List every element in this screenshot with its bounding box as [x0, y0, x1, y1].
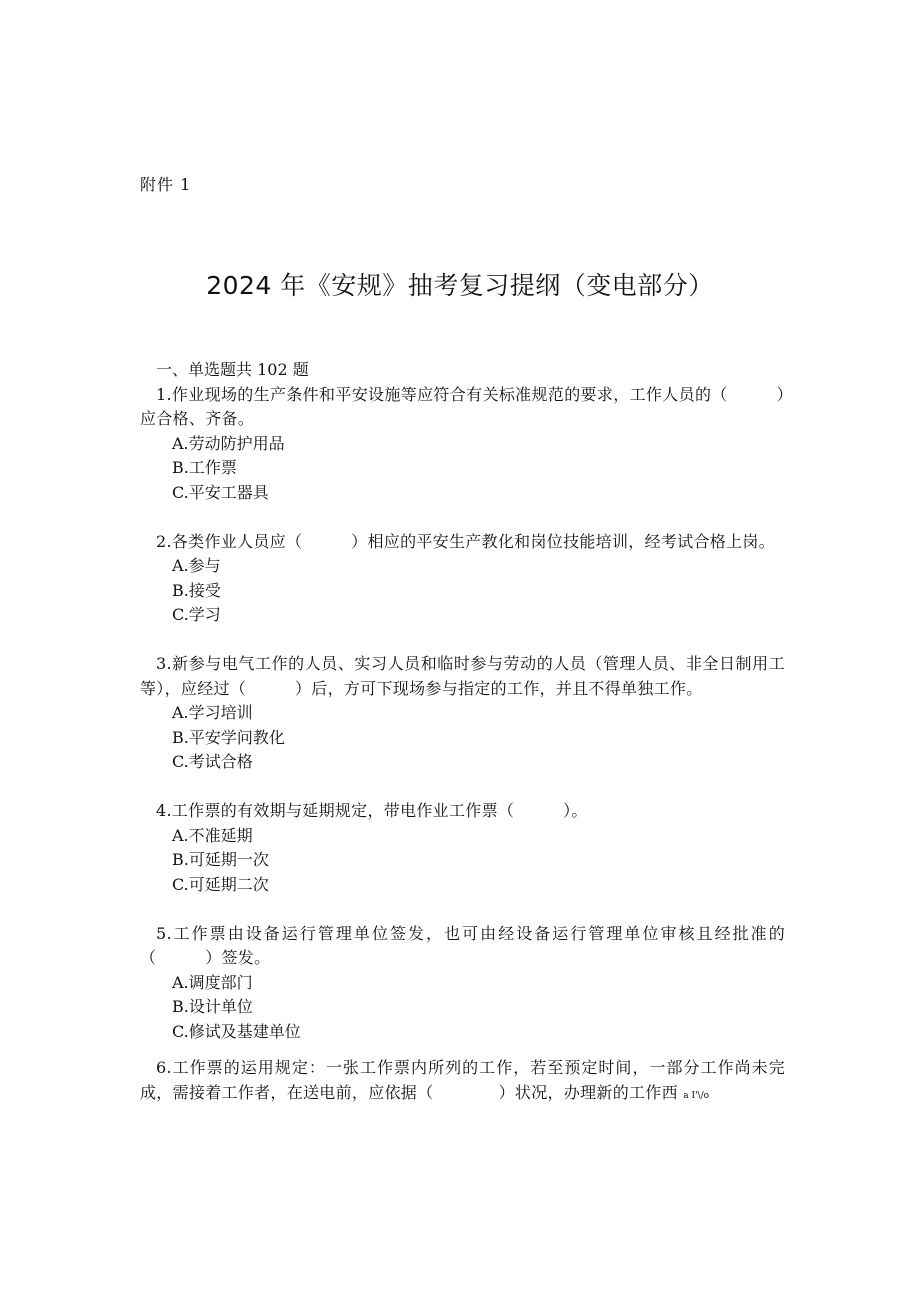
option-a: A.参与: [172, 556, 221, 575]
option-b: B.工作票: [172, 458, 237, 477]
option-b: B.可延期一次: [172, 850, 269, 869]
option-b: B.设计单位: [172, 997, 253, 1016]
spacer: [140, 897, 785, 922]
option-b: B.接受: [172, 580, 221, 600]
question-stem: [140, 1056, 785, 1108]
question-2: [140, 530, 785, 628]
question-6: [140, 1056, 785, 1108]
option-a: A.不准延期: [172, 825, 253, 845]
section-heading: 一、单选题共 102 题: [156, 360, 309, 379]
page-title: 2024 年《安规》抽考复习提纲（变电部分）: [206, 271, 714, 300]
question-stem: 5.工作票由设备运行管理单位签发，也可由经设备运行管理单位审核且经批准的（ ）签发。: [140, 923, 785, 967]
question-stem-text: 6.工作票的运用规定：一张工作票内所列的工作，若至预定时间，一部分工作尚未完成，需接着工作者，在送电前，应依据（ ）状况，办理新的工作西: [140, 1058, 785, 1102]
option-b: B.平安学问教化: [172, 727, 285, 747]
page-mark: a I'\/o: [683, 1090, 710, 1101]
option-a: A.劳动防护用品: [172, 433, 285, 453]
option-c: C.可延期二次: [172, 874, 269, 894]
attachment-label: 附件 1: [140, 175, 192, 194]
question-4: [140, 799, 785, 897]
spacer: [140, 505, 785, 530]
question-3: [140, 652, 785, 775]
question-stem: 1.作业现场的生产条件和平安设施等应符合有关标准规范的要求，工作人员的（ ）应合格、齐备。: [140, 384, 785, 428]
option-c: C.修试及基建单位: [172, 1021, 301, 1041]
question-5: [140, 922, 785, 1045]
question-stem: 2.各类作业人员应（ ）相应的平安生产教化和岗位技能培训，经考试合格上岗。: [156, 531, 775, 551]
spacer: [140, 775, 785, 800]
document-body: [140, 358, 785, 1108]
spacer: [140, 1044, 785, 1056]
question-stem: 3.新参与电气工作的人员、实习人员和临时参与劳动的人员（管理人员、非全日制用工等），应经过（ ）后，方可下现场参与指定的工作，并且不得单独工作。: [140, 654, 785, 698]
spacer: [140, 628, 785, 653]
question-stem: 4.工作票的有效期与延期规定，带电作业工作票（ ）。: [156, 801, 588, 820]
option-a: A.调度部门: [172, 972, 253, 992]
option-c: C.学习: [172, 605, 221, 624]
option-c: C.考试合格: [172, 752, 253, 771]
option-a: A.学习培训: [172, 703, 253, 722]
question-1: [140, 383, 785, 506]
option-c: C.平安工器具: [172, 482, 269, 502]
